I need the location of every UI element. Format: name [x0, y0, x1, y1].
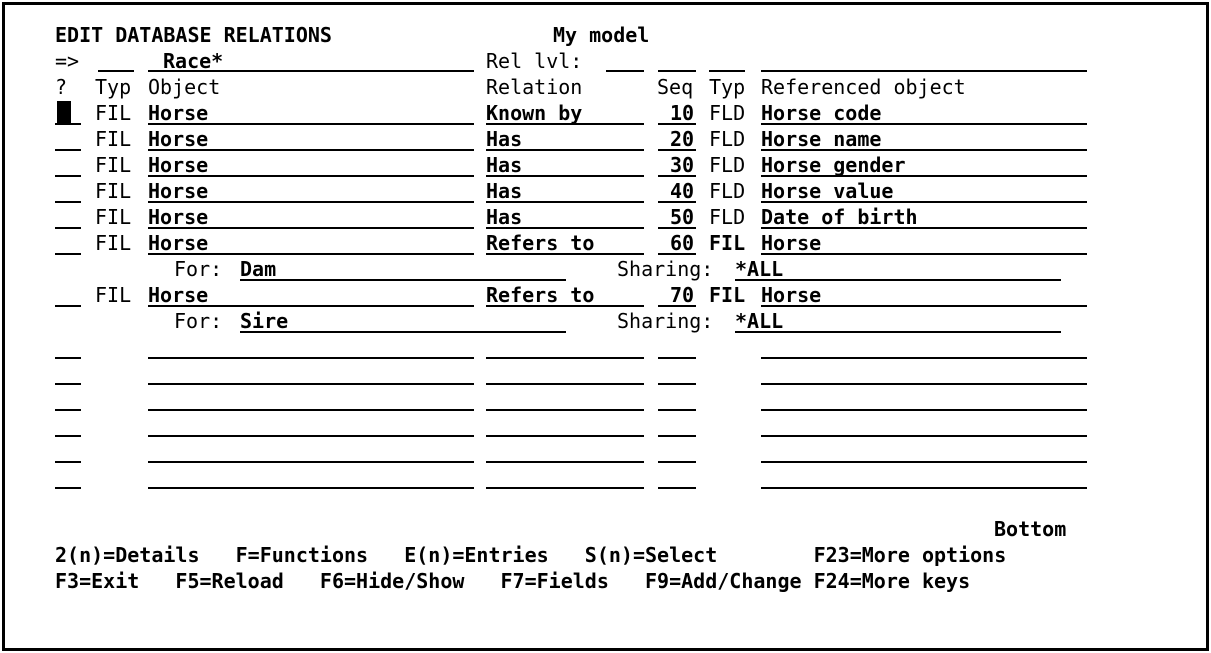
seq-position-field[interactable] — [658, 70, 696, 72]
object-field[interactable] — [148, 435, 474, 437]
row-ref-typ: FIL — [709, 283, 746, 307]
row-ref-object[interactable]: Horse — [761, 283, 822, 307]
row-object[interactable]: Horse — [148, 283, 209, 307]
row-seq[interactable]: 10 — [670, 101, 695, 125]
row-object[interactable]: Horse — [148, 205, 209, 229]
row-ref-typ: FLD — [709, 127, 746, 151]
row-option-field[interactable] — [55, 175, 81, 177]
row-relation[interactable]: Refers to — [486, 231, 595, 255]
col-relation: Relation — [486, 75, 583, 99]
col-object: Object — [148, 75, 221, 99]
row-option-field[interactable] — [55, 253, 81, 255]
col-option: ? — [55, 75, 68, 99]
row-object[interactable]: Horse — [148, 127, 209, 151]
model-name: My model — [553, 23, 650, 47]
row-ref-typ: FLD — [709, 205, 746, 229]
row-ref-object[interactable]: Horse gender — [761, 153, 906, 177]
row-relation-underline — [486, 253, 644, 255]
row-object[interactable]: Horse — [148, 231, 209, 255]
sharing-value[interactable]: *ALL — [735, 309, 784, 333]
sharing-label: Sharing: — [617, 257, 714, 281]
row-option-field[interactable] — [55, 305, 81, 307]
screen-title: EDIT DATABASE RELATIONS — [55, 23, 332, 47]
row-relation-underline — [486, 175, 644, 177]
row-typ: FIL — [95, 101, 132, 125]
position-prompt: => — [55, 49, 80, 73]
row-object-underline — [148, 201, 474, 203]
object-field[interactable] — [148, 409, 474, 411]
row-option-field[interactable] — [55, 383, 81, 385]
seq-field[interactable] — [658, 461, 696, 463]
typ-position-field[interactable] — [709, 70, 745, 72]
referenced-object-field[interactable] — [761, 409, 1087, 411]
for-label: For: — [174, 309, 223, 333]
col-seq: Seq — [657, 75, 694, 99]
row-seq[interactable]: 60 — [670, 231, 695, 255]
row-option-field[interactable] — [55, 227, 81, 229]
row-typ: FIL — [95, 127, 132, 151]
referenced-object-field[interactable] — [761, 435, 1087, 437]
row-option-field[interactable] — [55, 201, 81, 203]
row-object-underline — [148, 149, 474, 151]
row-option-field[interactable] — [55, 435, 81, 437]
seq-field[interactable] — [658, 487, 696, 489]
row-option-field[interactable] — [55, 461, 81, 463]
row-relation[interactable]: Has — [486, 153, 523, 177]
object-field[interactable] — [148, 357, 474, 359]
for-underline — [240, 331, 566, 333]
row-ref-typ: FLD — [709, 101, 746, 125]
for-value[interactable]: Sire — [240, 309, 289, 333]
row-option-field[interactable] — [55, 409, 81, 411]
relation-field[interactable] — [486, 383, 644, 385]
col-referenced-object: Referenced object — [761, 75, 966, 99]
row-ref-underline — [761, 201, 1087, 203]
referenced-object-field[interactable] — [761, 357, 1087, 359]
row-relation[interactable]: Known by — [486, 101, 583, 125]
seq-field[interactable] — [658, 357, 696, 359]
seq-field[interactable] — [658, 435, 696, 437]
row-relation[interactable]: Has — [486, 127, 523, 151]
relation-field[interactable] — [486, 435, 644, 437]
for-underline — [240, 279, 566, 281]
row-relation-underline — [486, 305, 644, 307]
sharing-underline — [735, 279, 1061, 281]
col-typ: Typ — [95, 75, 132, 99]
row-typ: FIL — [95, 283, 132, 307]
row-ref-underline — [761, 253, 1087, 255]
col-referenced-typ: Typ — [709, 75, 746, 99]
row-ref-underline — [761, 227, 1087, 229]
seq-field[interactable] — [658, 409, 696, 411]
row-object-underline — [148, 253, 474, 255]
row-seq-underline — [658, 305, 696, 307]
row-option-field[interactable] — [55, 487, 81, 489]
row-ref-object[interactable]: Horse code — [761, 101, 882, 125]
row-ref-underline — [761, 123, 1087, 125]
row-option-field[interactable] — [55, 149, 81, 151]
row-object[interactable]: Horse — [148, 179, 209, 203]
seq-field[interactable] — [658, 383, 696, 385]
row-seq[interactable]: 50 — [670, 205, 695, 229]
position-to-field[interactable] — [148, 70, 474, 72]
row-object-underline — [148, 123, 474, 125]
row-seq-underline — [658, 175, 696, 177]
row-ref-underline — [761, 305, 1087, 307]
row-object[interactable]: Horse — [148, 101, 209, 125]
row-ref-typ: FLD — [709, 153, 746, 177]
row-relation-underline — [486, 227, 644, 229]
referenced-object-field[interactable] — [761, 487, 1087, 489]
for-label: For: — [174, 257, 223, 281]
row-seq-underline — [658, 201, 696, 203]
relation-field[interactable] — [486, 461, 644, 463]
row-seq[interactable]: 20 — [670, 127, 695, 151]
relation-field[interactable] — [486, 409, 644, 411]
referenced-object-field[interactable] — [761, 461, 1087, 463]
row-ref-object[interactable]: Horse value — [761, 179, 894, 203]
row-seq-underline — [658, 253, 696, 255]
list-position-indicator: Bottom — [994, 517, 1067, 541]
referenced-object-field[interactable] — [761, 383, 1087, 385]
row-typ: FIL — [95, 179, 132, 203]
relation-field[interactable] — [486, 357, 644, 359]
for-value[interactable]: Dam — [240, 257, 277, 281]
row-ref-typ: FIL — [709, 231, 746, 255]
row-typ: FIL — [95, 153, 132, 177]
row-relation-underline — [486, 123, 644, 125]
object-field[interactable] — [148, 487, 474, 489]
row-option-field[interactable] — [55, 123, 81, 125]
relation-field[interactable] — [486, 487, 644, 489]
row-ref-underline — [761, 175, 1087, 177]
row-option-field[interactable] — [55, 357, 81, 359]
row-ref-object[interactable]: Horse — [761, 231, 822, 255]
position-to-value: Race* — [163, 49, 224, 73]
row-object-underline — [148, 227, 474, 229]
row-seq[interactable]: 40 — [670, 179, 695, 203]
function-keys-line-2: F3=Exit F5=Reload F6=Hide/Show F7=Fields F9=Add/Change F24=More keys — [55, 569, 971, 593]
row-relation-underline — [486, 201, 644, 203]
sharing-value[interactable]: *ALL — [735, 257, 784, 281]
row-typ: FIL — [95, 231, 132, 255]
row-typ: FIL — [95, 205, 132, 229]
rel-level-label: Rel lvl: — [486, 49, 583, 73]
position-option-field[interactable] — [98, 70, 134, 72]
row-object-underline — [148, 305, 474, 307]
row-object-underline — [148, 175, 474, 177]
row-ref-underline — [761, 149, 1087, 151]
row-seq-underline — [658, 149, 696, 151]
row-seq[interactable]: 30 — [670, 153, 695, 177]
row-ref-object[interactable]: Horse name — [761, 127, 882, 151]
sharing-label: Sharing: — [617, 309, 714, 333]
row-seq[interactable]: 70 — [670, 283, 695, 307]
sharing-underline — [735, 331, 1061, 333]
row-seq-underline — [658, 123, 696, 125]
referenced-position-field[interactable] — [761, 70, 1087, 72]
text-cursor — [57, 101, 71, 123]
row-ref-typ: FLD — [709, 179, 746, 203]
object-field[interactable] — [148, 383, 474, 385]
rel-level-field[interactable] — [606, 70, 644, 72]
row-ref-object[interactable]: Date of birth — [761, 205, 918, 229]
row-relation[interactable]: Has — [486, 179, 523, 203]
function-keys-line-1: 2(n)=Details F=Functions E(n)=Entries S(n)=Select F23=More options — [55, 543, 1007, 567]
row-relation-underline — [486, 149, 644, 151]
row-seq-underline — [658, 227, 696, 229]
row-object[interactable]: Horse — [148, 153, 209, 177]
row-relation[interactable]: Refers to — [486, 283, 595, 307]
row-relation[interactable]: Has — [486, 205, 523, 229]
object-field[interactable] — [148, 461, 474, 463]
